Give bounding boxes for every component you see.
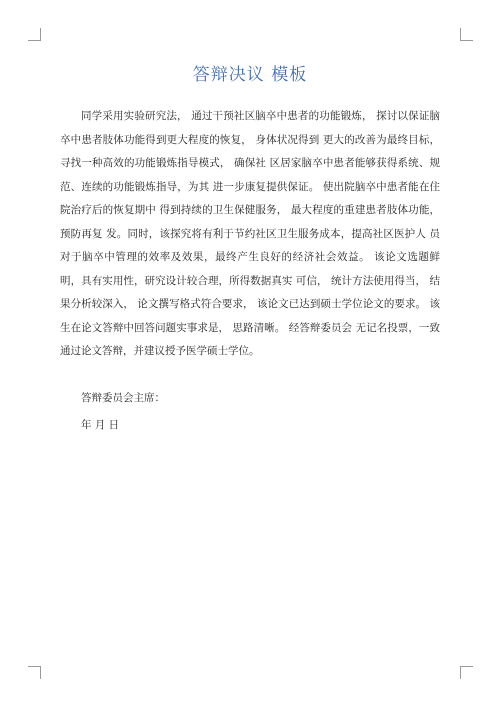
crop-mark-bottom-left [28,666,41,679]
crop-mark-top-right [460,28,473,41]
document-title: 答辩决议 模板 [192,65,308,85]
crop-mark-bottom-right [460,666,473,679]
document-body-paragraph: 同学采用实验研究法， 通过干预社区脑卒中患者的功能锻炼， 探讨以保证脑卒中患者肢体功能得到更大程度的恢复， 身体状况得到 更大的改善为最终目标， 寻找一种高效的功能锻炼指导模式， 确保社 区居家脑卒中患者能够获得系统、规范、连续的功能锻炼指导，为其 进一步康复提供保证。 使出院脑卒中患者能在住院治疗后的恢复期中 得到持续的卫生保健服务， 最大程度的重建患者肢体功能， 预防再复 发。同时，该探究将有利于节约社区卫生服务成本，提高社区医护人 员对于脑卒中管理的效率及效果，最终产生良好的经济社会效益。 该论文选题鲜明，具有实用性，研究设计较合理，所得数据真实 可信， 统计方法使用得当， 结果分析较深入， 论文撰写格式符合要求， 该论文已达到硕士学位论文的要求。 该生在论文答辩中回答问题实事求是， 思路清晰。 经答辩委员会 无记名投票，一致通过论文答辩，并建议授予医学硕士学位。 [60,110,440,357]
crop-mark-top-left [28,28,41,41]
date-label: 年 月 日 [81,419,120,431]
committee-chair-label: 答辩委员会主席： [81,392,165,404]
